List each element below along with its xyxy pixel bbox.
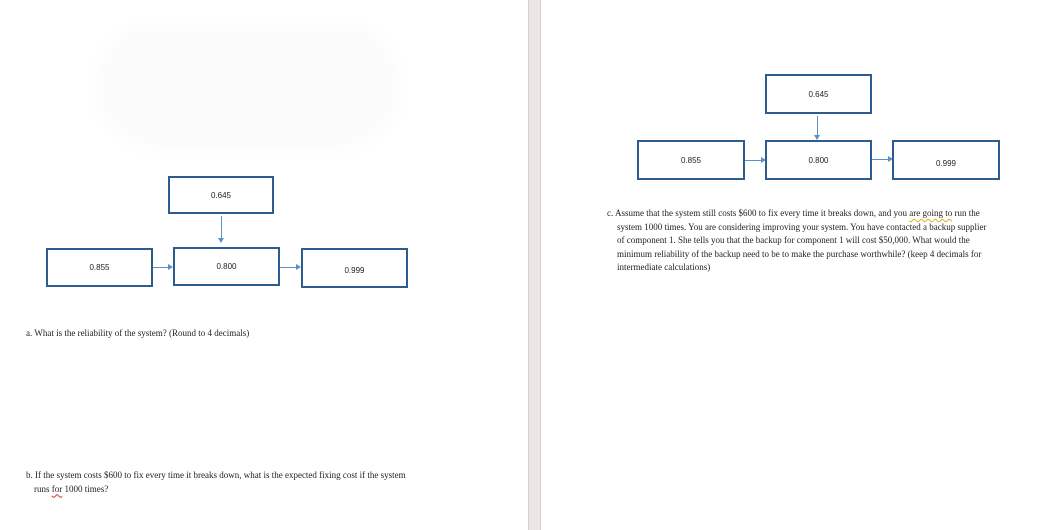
component-value: 0.855 xyxy=(680,155,702,165)
component-value: 0.999 xyxy=(344,265,365,275)
component-box-right xyxy=(892,140,1000,180)
question-c xyxy=(607,207,986,275)
component-value: 0.999 xyxy=(935,158,957,168)
arrow-head-down xyxy=(218,238,224,243)
component-box-top xyxy=(765,74,872,114)
component-box-top xyxy=(168,176,274,214)
component-value: 0.645 xyxy=(808,89,829,99)
question-c-line4: minimum reliability of the backup need to be to make the purchase worthwhile? (keep 4 decimals for xyxy=(617,248,982,259)
blurred-region xyxy=(112,38,384,133)
component-box-middle xyxy=(765,140,872,180)
component-value: 0.855 xyxy=(89,263,110,272)
spelling-flag: for xyxy=(51,483,63,494)
question-b xyxy=(26,469,406,496)
component-value: 0.800 xyxy=(216,262,237,271)
arrow-down xyxy=(817,116,818,137)
left-page xyxy=(0,0,528,530)
component-box-middle xyxy=(173,247,280,286)
question-a: a. What is the reliability of the system? (Round to 4 decimals) xyxy=(26,328,250,338)
arrow-down xyxy=(221,216,222,239)
arrow-right xyxy=(280,267,297,268)
component-value: 0.800 xyxy=(808,155,829,165)
arrow-right xyxy=(745,160,762,161)
question-b-line1: b. If the system costs $600 to fix every time it breaks down, what is the expected fixing cost if the system xyxy=(26,470,406,480)
component-value: 0.645 xyxy=(210,190,232,200)
component-box-right xyxy=(301,248,408,288)
component-box-left xyxy=(46,248,153,287)
question-c-line1: c. Assume that the system still costs $600 to fix every time it breaks down, and you are going to run the xyxy=(607,208,980,218)
right-page xyxy=(541,0,1061,530)
question-c-line2: system 1000 times. You are considering improving your system. You have contacted a backup supplier xyxy=(617,221,987,232)
component-box-left xyxy=(637,140,745,180)
arrow-right xyxy=(872,159,889,160)
question-b-line2: runs for 1000 times? xyxy=(34,483,109,494)
page-gutter xyxy=(528,0,541,530)
arrow-right xyxy=(153,267,169,268)
grammar-flag: are going to xyxy=(909,208,953,218)
question-c-line3: of component 1. She tells you that the backup for component 1 will cost $50,000. What would the xyxy=(617,235,970,245)
question-c-line5: intermediate calculations) xyxy=(617,262,711,272)
